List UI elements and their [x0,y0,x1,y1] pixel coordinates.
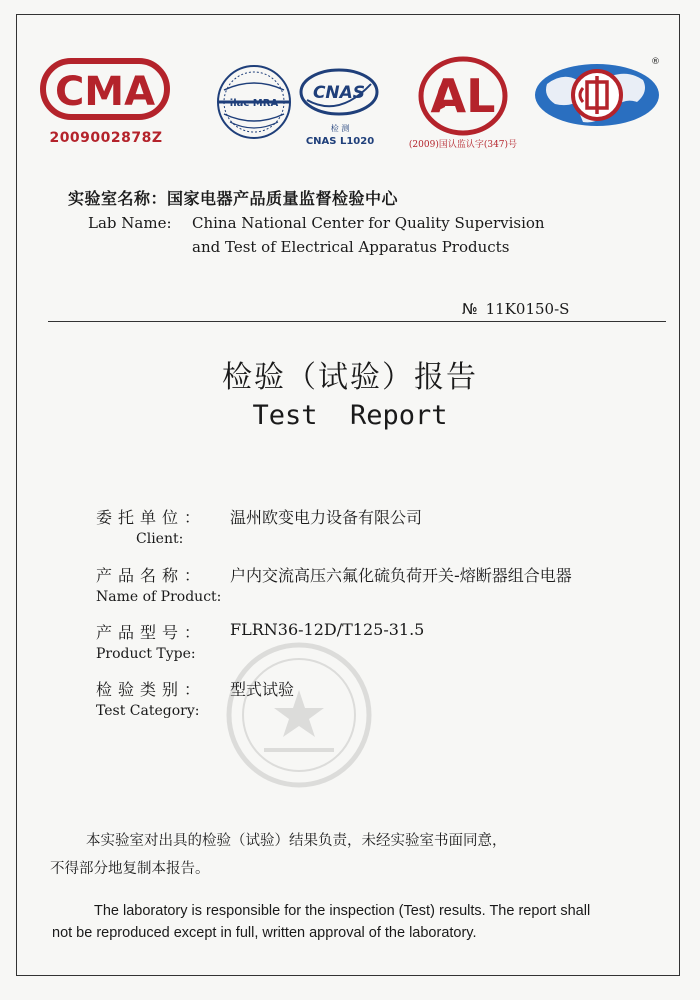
client-label-cn: 委托单位： [96,508,201,527]
lab-name-line1: China National Center for Quality Supervision [192,214,545,232]
product-type-value: FLRN36-12D/T125-31.5 [230,620,425,639]
cal-caption: (2009)国认监认字(347)号 [408,140,518,150]
numero-sign: № [462,300,478,318]
client-label-en: Client: [136,531,184,547]
cma-number: 2009002878Z [49,130,163,146]
product-name-value: 户内交流高压六氟化硫负荷开关-熔断器组合电器 [230,566,572,585]
svg-text:AL: AL [430,69,496,123]
notice-en-line2: not be reproduced except in full, written approval of the laboratory. [52,925,477,941]
test-category-label-en: Test Category: [96,703,200,719]
report-title-chinese: 检验（试验）报告 [222,360,478,395]
notice-en-line1: The laboratory is responsible for the inspection (Test) results. The report shall [94,903,591,919]
cnas-logo [297,66,381,118]
cnas-caption: 检 测 [330,124,350,133]
lab-name-line2: and Test of Electrical Apparatus Products [192,238,510,256]
test-category-value: 型式试验 [230,680,295,699]
report-title-english: Test Report [252,400,448,431]
cnas-code: CNAS L1020 [305,136,375,147]
svg-text:CNAS: CNAS [312,83,366,103]
product-type-label-cn: 产品型号： [96,623,201,642]
svg-text:ilac MRA: ilac MRA [229,98,279,109]
client-value: 温州欧变电力设备有限公司 [230,508,423,527]
cma-logo [40,58,170,120]
report-number-value: 11K0150-S [485,300,570,318]
notice-english [52,900,662,944]
notice-chinese [50,827,650,883]
product-name-label-en: Name of Product: [96,589,222,605]
notice-cn-line1: 本实验室对出具的检验（试验）结果负责，未经实验室书面同意， [86,833,507,849]
notice-cn-line2: 不得部分地复制本报告。 [50,861,210,877]
lab-name-english [88,211,545,259]
globe-certification-logo [533,62,661,128]
lab-name-label: Lab Name: [88,214,172,232]
product-type-label-en: Product Type: [96,646,196,662]
test-category-label-cn: 检验类别： [96,680,201,699]
report-number [462,300,569,318]
registered-mark: ® [651,57,660,67]
svg-text:CMA: CMA [54,69,156,115]
cal-logo [417,56,509,136]
lab-name-chinese: 实验室名称：国家电器产品质量监督检验中心 [68,189,399,208]
ilac-mra-logo [212,62,296,142]
product-name-label-cn: 产品名称： [96,566,201,585]
faded-seal-stamp [224,640,374,790]
divider [48,321,666,322]
